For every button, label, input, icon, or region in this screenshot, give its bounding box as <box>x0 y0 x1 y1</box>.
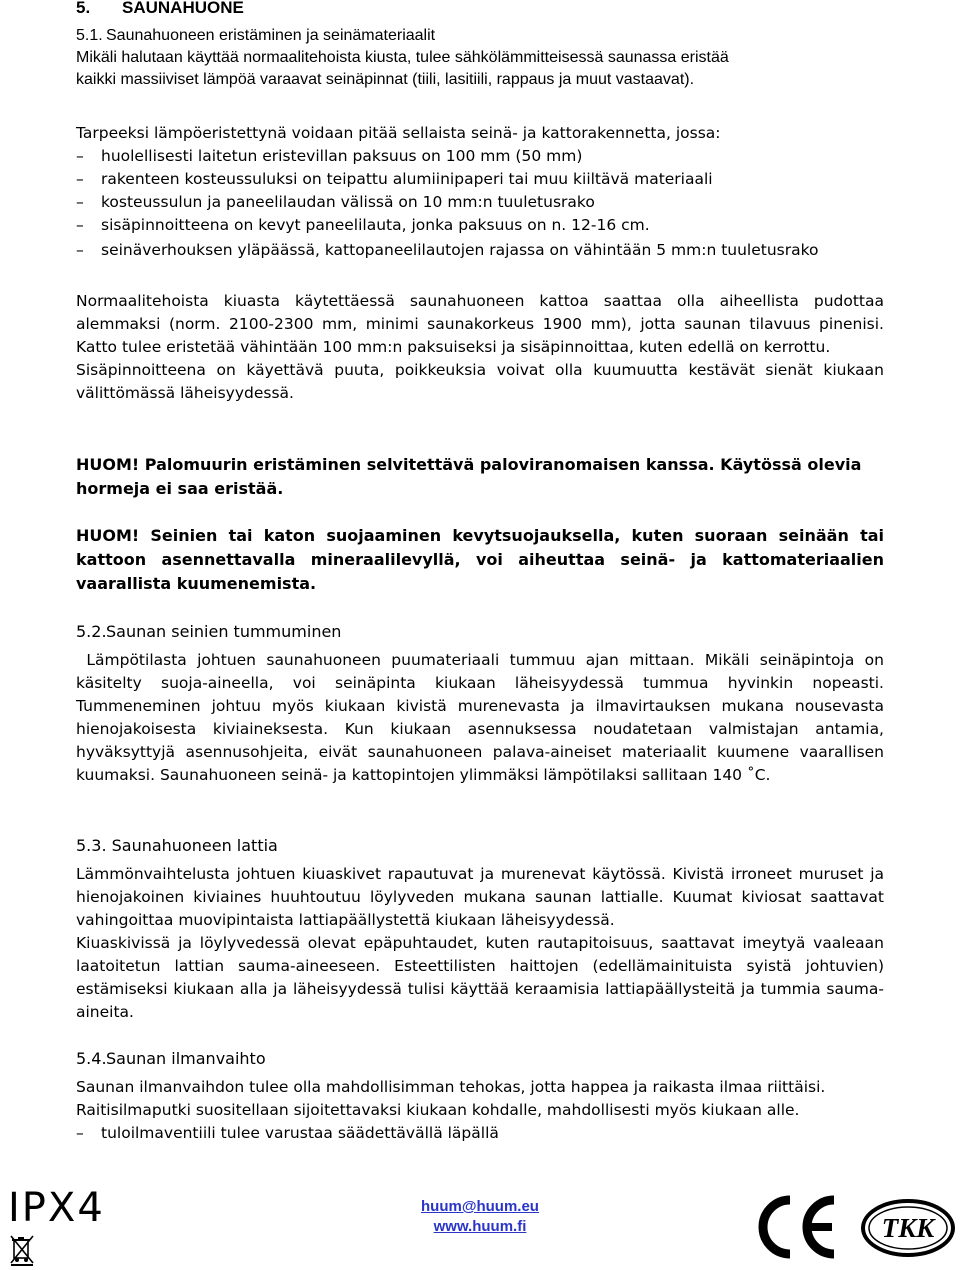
subsection-heading <box>76 621 884 643</box>
subsection-number: 5.3. <box>76 836 107 855</box>
section-5-2 <box>76 621 889 787</box>
contact-links <box>420 1197 540 1237</box>
ceiling-paragraph-block <box>76 290 884 405</box>
subsection-number: 5.2. <box>76 622 107 641</box>
subsection-number: 5.1. <box>76 27 103 44</box>
section-number: 5. <box>76 0 91 17</box>
tkk-logo-icon <box>860 1198 956 1258</box>
warning-fire-wall: HUOM! Palomuurin eristäminen selvitettävä paloviranomaisen kanssa. Käytössä olevia hormeja ei saa eristää. <box>76 455 862 498</box>
ventilation-list <box>76 1122 884 1145</box>
list-item: – sisäpinnoitteena on kevyt paneelilauta, jonka paksuus on n. 12-16 cm. <box>76 214 884 237</box>
list-item: – rakenteen kosteussuluksi on teipattu alumiinipaperi tai muu kiiltävä materiaali <box>76 168 884 191</box>
section-5-3 <box>76 835 884 1024</box>
list-item: – kosteussulun ja paneelilaudan välissä on 10 mm:n tuuletusrako <box>76 191 884 214</box>
weee-bin-icon <box>10 1234 36 1266</box>
section-title: SAUNAHUONE <box>122 0 244 17</box>
paragraph: Lämpötilasta johtuen saunahuoneen puumateriaali tummuu ajan mittaan. Mikäli seinäpintoja on käsitelty suoja-aineella, voi seinäpinta kiukaan läheisyydessä tummua hyvinkin nopeasti. Tummeneminen johtuu myös kiukaan kivistä murenevasta ja ilmavirtauksen mukana nousevasta hienojakoisesta kiviaineksesta. Kun kiukaan asennuksessa noudatetaan valmistajan antamia, hyväksyttyjä asennusohjeita, eivät saunahuoneen palava-aineiset materiaalit kuumene vaarallisen kuumaksi. Saunahuoneen seinä- ja kattopintojen ylimmäksi lämpötilaksi sallitaan 140 ˚C. <box>76 651 889 784</box>
paragraph: Kiuaskivissä ja löylyvedessä olevat epäpuhtaudet, kuten rautapitoisuus, saattavat imeytyä vaaleaan laatoitetun lattian sauma-aineeseen. Esteettilisten haittojen (edellämainituista syistä johtuvien) estämiseksi kiukaan alla ja läheisyydessä tulisi käyttää keraamisia lattiapäällysteitä ja tummia sauma-aineita. <box>76 934 884 1021</box>
intro-line: kaikki massiiviset lämpöä varaavat seinäpinnat (tiili, lasitiili, rappaus ja muut vastaavat). <box>76 71 695 88</box>
subsection-title: Saunahuoneen eristäminen ja seinämateriaalit <box>106 27 436 44</box>
section-5-1 <box>76 25 884 91</box>
insulation-list-block <box>76 122 884 262</box>
list-item: – huolellisesti laitetun eristevillan paksuus on 100 mm (50 mm) <box>76 145 884 168</box>
insulation-requirements <box>76 145 884 262</box>
subsection-number: 5.4. <box>76 1049 107 1068</box>
ipx4-logo: IPX4 <box>8 1185 105 1231</box>
email-link[interactable]: huum@huum.eu <box>421 1198 539 1215</box>
subsection-title: Saunan seinien tummuminen <box>106 622 342 641</box>
subsection-heading <box>76 25 884 47</box>
subsection-title: Saunahuoneen lattia <box>106 836 278 855</box>
paragraph-line: Raitisilmaputki suositellaan sijoitettavaksi kiukaan kohdalle, mahdollisesti myös kiukaan alle. <box>76 1101 800 1119</box>
tkk-logo-text: TKK <box>881 1213 935 1243</box>
paragraph: Sisäpinnoitteena on käyettävä puuta, poikkeuksia voivat olla kuumuutta kestävät sienät kiukaan välittömässä läheisyydessä. <box>76 361 884 402</box>
subsection-heading <box>76 1048 884 1070</box>
list-item: – tuloilmaventiili tulee varustaa säädettävällä läpällä <box>76 1122 884 1145</box>
website-link[interactable]: www.huum.fi <box>433 1218 527 1235</box>
list-item: – seinäverhouksen yläpäässä, kattopaneelilautojen rajassa on vähintään 5 mm:n tuuletusrako <box>76 239 884 262</box>
ce-mark-icon <box>756 1194 838 1260</box>
subsection-title: Saunan ilmanvaihto <box>106 1049 266 1068</box>
paragraph-line: Saunan ilmanvaihdon tulee olla mahdollisimman tehokas, jotta happea ja raikasta ilmaa riittäisi. <box>76 1078 826 1096</box>
list-lead: Tarpeeksi lämpöeristettynä voidaan pitää sellaista seinä- ja kattorakennetta, jossa: <box>76 124 721 142</box>
paragraph: Lämmönvaihtelusta johtuen kiuaskivet rapautuvat ja murenevat käytössä. Kivistä irroneet muruset ja hienojakoinen kiviaines huuhtoutuu löylyveden mukana saunan lattialle. Kuumat kiviosat saattavat vahingoittaa muovipintaista lattiapäällystettä kiukaan läheisyydessä. <box>76 865 884 929</box>
section-heading <box>76 0 244 16</box>
warning-light-protection: HUOM! Seinien tai katon suojaaminen kevytsuojauksella, kuten suoraan seinään tai kattoon asennettavalla mineraalilevyllä, voi aiheuttaa seinä- ja kattomateriaalien vaarallista kuumenemista. <box>76 526 884 593</box>
paragraph: Normaalitehoista kiuasta käytettäessä saunahuoneen kattoa saattaa olla aiheellista pudottaa alemmaksi (norm. 2100-2300 mm, minimi saunakorkeus 1900 mm), jotta saunan tilavuus pinenisi. Katto tulee eristetää vähintään 100 mm:n paksuiseksi ja sisäpinnoittaa, kuten edellä on kerrottu. <box>76 292 884 356</box>
section-5-4 <box>76 1048 884 1145</box>
intro-line: Mikäli halutaan käyttää normaalitehoista kiusta, tulee sähkölämmitteisessä saunassa eristää <box>76 49 729 66</box>
subsection-heading <box>76 835 884 857</box>
